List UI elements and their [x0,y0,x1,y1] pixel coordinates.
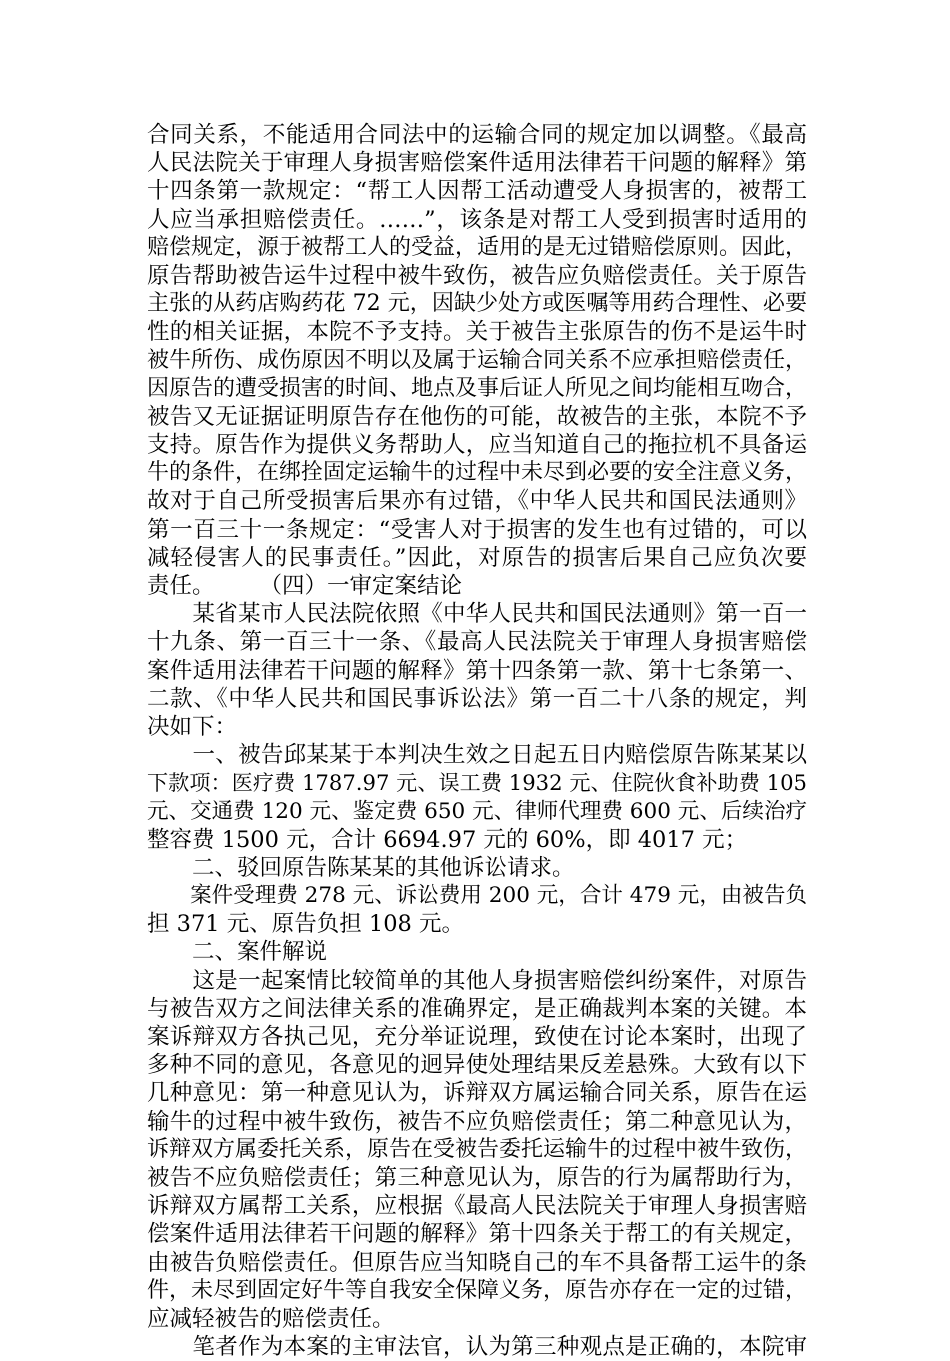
text-line: 由被告负赔偿责任。但原告应当知晓自己的车不具备帮工运牛的条 [147,1249,807,1276]
text-line: 原告帮助被告运牛过程中被牛致伤，被告应负赔偿责任。关于原告 [147,262,807,289]
text-line: 输牛的过程中被牛致伤，被告不应负赔偿责任；第二种意见认为， [147,1108,807,1135]
text-line: 应减轻被告的赔偿责任。 [147,1305,395,1332]
text-line: 被告不应负赔偿责任；第三种意见认为，原告的行为属帮助行为， [147,1164,807,1191]
text-line: 诉辩双方属委托关系，原告在受被告委托运输牛的过程中被牛致伤， [147,1136,808,1162]
text-line: 合同关系，不能适用合同法中的运输合同的规定加以调整。《最高 [147,122,807,148]
text-line: 某省某市人民法院依照《中华人民共和国民法通则》第一百一 [147,601,807,628]
text-line: 与被告双方之间法律关系的准确界定，是正确裁判本案的关键。本 [147,995,807,1022]
document-body [147,121,807,1361]
text-line: 这是一起案情比较简单的其他人身损害赔偿纠纷案件，对原告 [147,967,807,994]
text-line: 二、驳回原告陈某某的其他诉讼请求。 [147,854,575,881]
text-line: 主张的从药店购药花 72 元，因缺少处方或医嘱等用药合理性、必要 [147,291,807,317]
text-line: 被告又无证据证明原告存在他伤的可能，故被告的主张，本院不予 [147,403,807,430]
text-line: 案件适用法律若干问题的解释》第十四条第一款、第十七条第一、 [147,657,807,684]
text-line: 一、被告邱某某于本判决生效之日起五日内赔偿原告陈某某以 [147,742,807,769]
text-line: 十九条、第一百三十一条、《最高人民法院关于审理人身损害赔偿 [147,629,807,656]
text-line: 二款、《中华人民共和国民事诉讼法》第一百二十八条的规定，判 [147,685,807,712]
text-line: 减轻侵害人的民事责任。”因此，对原告的损害后果自己应负次要 [147,544,807,571]
text-line: 性的相关证据，本院不予支持。关于被告主张原告的伤不是运牛时 [147,319,807,346]
text-line: 人民法院关于审理人身损害赔偿案件适用法律若干问题的解释》第 [147,150,807,177]
text-line: 人应当承担赔偿责任。……”，该条是对帮工人受到损害时适用的 [147,206,807,233]
text-line: 笔者作为本案的主审法官，认为第三种观点是正确的，本院审 [147,1334,807,1361]
text-line: 决如下： [147,713,238,740]
text-line: 案件受理费 278 元、诉讼费用 200 元，合计 479 元，由被告负 [147,883,808,909]
text-line: 多种不同的意见，各意见的迥异使处理结果反差悬殊。大致有以下 [147,1052,807,1079]
text-line: 元、交通费 120 元、鉴定费 650 元、律师代理费 600 元、后续治疗 [147,798,808,824]
text-line: 第一百三十一条规定：“受害人对于损害的发生也有过错的，可以 [147,516,807,543]
text-line: 几种意见：第一种意见认为，诉辩双方属运输合同关系，原告在运 [147,1080,807,1107]
text-line: 件，未尽到固定好牛等自我安全保障义务，原告亦存在一定的过错， [147,1277,808,1303]
text-line: 案诉辩双方各执己见，充分举证说理，致使在讨论本案时，出现了 [147,1024,807,1050]
text-line: 故对于自己所受损害后果亦有过错，《中华人民共和国民法通则》 [147,488,807,515]
text-line: 偿案件适用法律若干问题的解释》第十四条关于帮工的有关规定， [147,1221,807,1248]
text-line: 责任。 （四）一审定案结论 [147,573,463,599]
text-line: 赔偿规定，源于被帮工人的受益，适用的是无过错赔偿原则。因此， [147,234,808,260]
text-line: 支持。原告作为提供义务帮助人，应当知道自己的拖拉机不具备运 [147,432,807,459]
text-line: 担 371 元、原告负担 108 元。 [147,911,464,938]
text-line: 下款项：医疗费 1787.97 元、误工费 1932 元、住院伙食补助费 105 [147,770,807,796]
text-line: 被牛所伤、成伤原因不明以及属于运输合同关系不应承担赔偿责任， [147,347,808,373]
text-line: 牛的条件，在绑拴固定运输牛的过程中未尽到必要的安全注意义务， [147,460,808,486]
text-line: 二、案件解说 [147,939,328,966]
text-line: 整容费 1500 元，合计 6694.97 元的 60%，即 4017 元； [147,826,748,853]
text-line: 十四条第一款规定：“帮工人因帮工活动遭受人身损害的，被帮工 [147,178,807,205]
text-line: 诉辩双方属帮工关系，应根据《最高人民法院关于审理人身损害赔 [147,1193,807,1220]
text-line: 因原告的遭受损害的时间、地点及事后证人所见之间均能相互吻合， [147,375,808,401]
